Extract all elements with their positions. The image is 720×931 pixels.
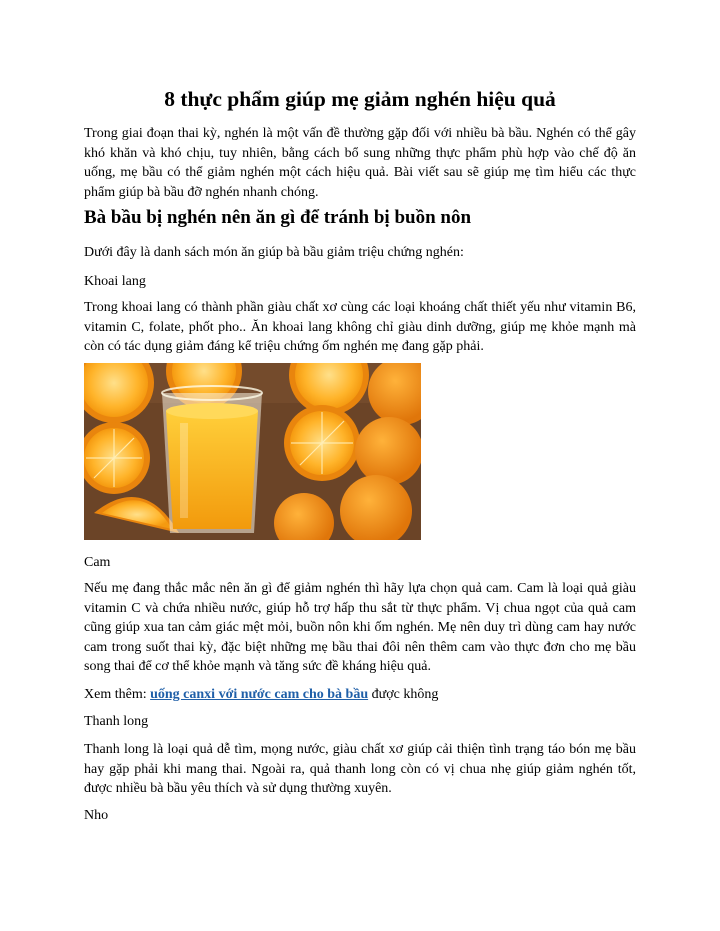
food-heading-orange: Cam <box>84 555 111 570</box>
list-intro: Dưới đây là danh sách món ăn giúp bà bầu giảm triệu chứng nghén: <box>84 245 464 260</box>
intro-paragraph: Trong giai đoạn thai kỳ, nghén là một vấn đề thường gặp đối với nhiều bà bầu. Nghén có thể gây khó khăn và khó chịu, tuy nhiên, bằng cách bổ sung những thực phẩm phù hợp vào chế độ ăn uống, mẹ bầu có thể giảm nghén một cách hiệu quả. Bài viết sau sẽ giúp mẹ tìm hiểu các thực phẩm giúp bà bầu đỡ nghén nhanh chóng. <box>84 126 636 200</box>
food-heading-grape: Nho <box>84 808 109 823</box>
see-also-prefix: Xem thêm: <box>84 687 151 702</box>
see-also-link[interactable]: uống canxi với nước cam cho bà bầu <box>150 687 369 702</box>
see-also-suffix: được không <box>368 687 439 702</box>
food-text-orange: Nếu mẹ đang thắc mắc nên ăn gì để giảm nghén thì hãy lựa chọn quả cam. Cam là loại quả giàu vitamin C và chứa nhiều nước, giúp hỗ trợ hấp thu sắt từ thực phẩm. Vị chua ngọt của quả cam cũng giúp xua tan cảm giác mệt mỏi, buồn nôn khi ốm nghén. Mẹ nên duy trì dùng cam hay nước cam trong suốt thai kỳ, đặc biệt những mẹ bầu thai đôi nên thêm cam vào thực đơn cho mẹ bầu song thai để cơ thể khỏe mạnh và tăng sức đề kháng hiệu quả. <box>84 581 636 674</box>
food-text-sweet-potato: Trong khoai lang có thành phần giàu chất xơ cùng các loại khoáng chất thiết yếu như vitamin B6, vitamin C, folate, phốt pho.. Ăn khoai lang không chỉ giàu dinh dưỡng, giúp mẹ khỏe mạnh mà còn có tác dụng giảm đáng kể triệu chứng ốm nghén mẹ đang gặp phải. <box>84 300 636 354</box>
section-heading: Bà bầu bị nghén nên ăn gì để tránh bị buồn nôn <box>84 207 472 228</box>
see-also-line <box>84 685 636 705</box>
food-text-dragon-fruit: Thanh long là loại quả dễ tìm, mọng nước, giàu chất xơ giúp cải thiện tình trạng táo bón mẹ bầu hay gặp phải khi mang thai. Ngoài ra, quả thanh long còn có vị chua nhẹ giúp giảm nghén tốt, được nhiều bà bầu yêu thích và sử dụng thường xuyên. <box>84 742 636 796</box>
food-heading-sweet-potato: Khoai lang <box>84 274 146 289</box>
food-heading-dragon-fruit: Thanh long <box>84 714 149 729</box>
orange-juice-image <box>84 363 421 540</box>
orange-juice-photo <box>84 363 421 540</box>
page-title: 8 thực phẩm giúp mẹ giảm nghén hiệu quả <box>164 87 556 111</box>
